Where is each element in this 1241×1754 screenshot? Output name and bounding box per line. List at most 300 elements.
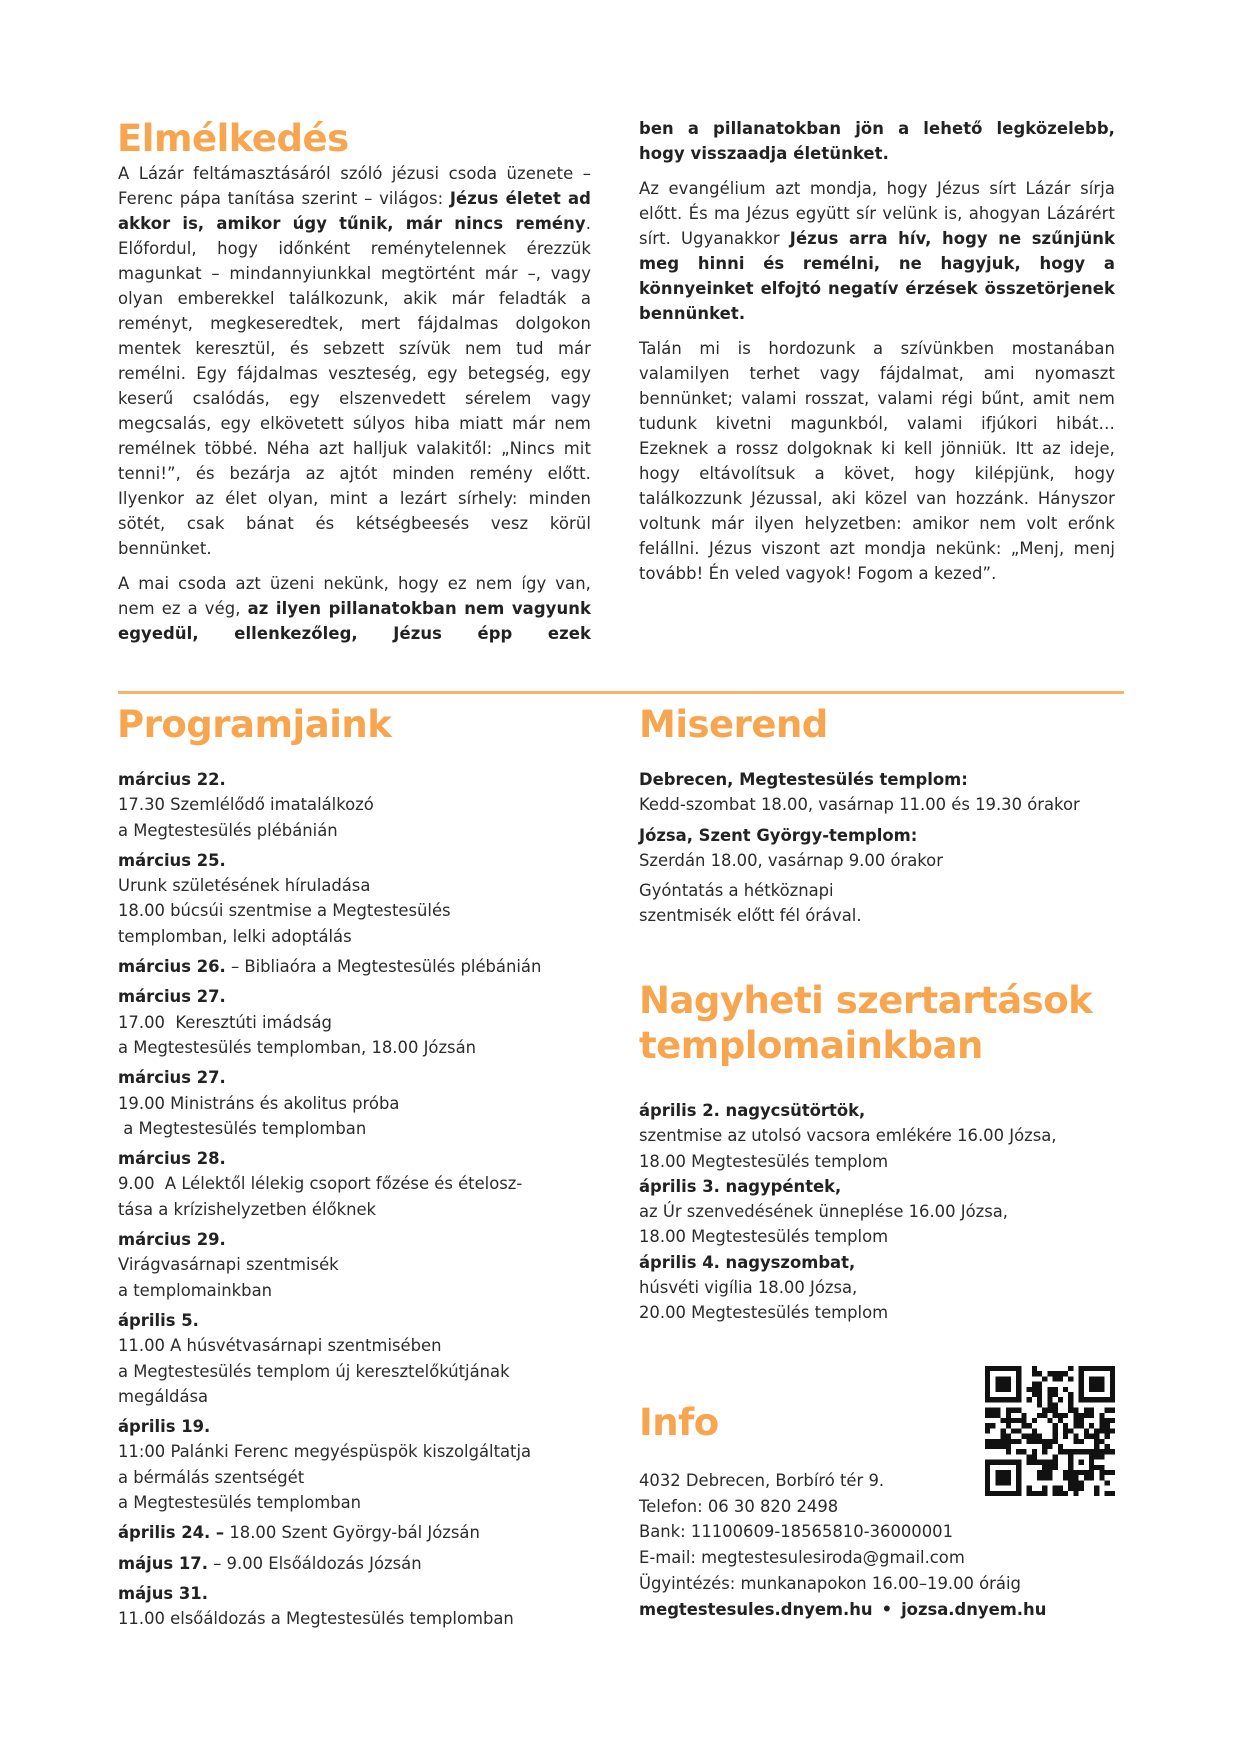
reflection-paragraph [118, 161, 591, 561]
qr-module [1094, 1376, 1099, 1381]
qr-module [1084, 1397, 1089, 1402]
qr-module [1032, 1434, 1037, 1439]
qr-module [985, 1382, 990, 1387]
qr-module [1016, 1480, 1021, 1485]
qr-module [1053, 1460, 1058, 1465]
info-title: Info [639, 1401, 719, 1444]
program-heading [118, 1551, 618, 1576]
qr-module [1094, 1397, 1099, 1402]
qr-module [1063, 1423, 1068, 1428]
qr-module [1037, 1475, 1042, 1480]
qr-module [1042, 1449, 1047, 1454]
qr-module [1068, 1470, 1073, 1475]
qr-module [1058, 1397, 1063, 1402]
qr-module [1079, 1387, 1084, 1392]
qr-module [1016, 1465, 1021, 1470]
qr-module [1058, 1449, 1063, 1454]
program-detail: megáldása [118, 1386, 209, 1406]
qr-module [1006, 1423, 1011, 1428]
qr-module [1053, 1486, 1058, 1491]
qr-module [1110, 1491, 1115, 1496]
qr-module [1047, 1465, 1052, 1470]
holy-week-title-line: Nagyheti szertartások [639, 979, 1093, 1022]
qr-module [1068, 1397, 1073, 1402]
qr-module [1042, 1486, 1047, 1491]
qr-module [1084, 1408, 1089, 1413]
qr-module [1073, 1486, 1078, 1491]
emphasis-text: Jézus életet ad akkor is, amikor úgy tűnik, már nincs remény [118, 189, 591, 233]
mass-title: Miserend [639, 703, 828, 746]
qr-module [995, 1382, 1000, 1387]
qr-module [1105, 1480, 1110, 1485]
qr-module [1099, 1475, 1104, 1480]
qr-module [1079, 1413, 1084, 1418]
qr-module [1053, 1387, 1058, 1392]
qr-module [985, 1491, 990, 1496]
program-date: május 31. [118, 1583, 208, 1603]
qr-module [1099, 1376, 1104, 1381]
holy-week-list [639, 1098, 1119, 1326]
qr-module [985, 1413, 990, 1418]
qr-module [1084, 1470, 1089, 1475]
program-heading [118, 954, 618, 979]
qr-module [1063, 1428, 1068, 1433]
qr-module [1110, 1418, 1115, 1423]
holy-week-entry [639, 1250, 1119, 1326]
qr-module [990, 1444, 995, 1449]
qr-module [1021, 1434, 1026, 1439]
qr-module [1105, 1491, 1110, 1496]
qr-module [1006, 1366, 1011, 1371]
qr-module [1058, 1376, 1063, 1381]
emphasis-text: ben a pillanatokban jön a lehető legközelebb, hogy visszaadja életünket. [639, 119, 1115, 163]
qr-module [1053, 1423, 1058, 1428]
program-detail: a Megtestesülés templomban, 18.00 Józsán [118, 1037, 477, 1057]
qr-module [1068, 1428, 1073, 1433]
qr-module [1105, 1449, 1110, 1454]
program-heading [118, 1227, 618, 1252]
website-link-jozsa[interactable]: jozsa.dnyem.hu [901, 1599, 1047, 1619]
holy-week-date: április 3. nagypéntek, [639, 1176, 842, 1196]
body-text: Az evangélium azt mondja, hogy Jézus sírt Lázár sírja előtt. És ma Jézus együtt sír velünk is, ahogyan Lázárért sírt. Ugyanakkor [639, 179, 1115, 248]
qr-module [995, 1470, 1000, 1475]
qr-module [990, 1366, 995, 1371]
qr-module [1006, 1408, 1011, 1413]
qr-module [1094, 1486, 1099, 1491]
qr-module [1001, 1475, 1006, 1480]
emphasis-text: az ilyen pillanatokban nem vagyunk egyedül, ellenkezőleg, Jézus épp ezek [118, 599, 591, 643]
qr-module [1016, 1366, 1021, 1371]
qr-module [1032, 1387, 1037, 1392]
qr-module [1089, 1454, 1094, 1459]
qr-module [985, 1444, 990, 1449]
qr-module [1047, 1387, 1052, 1392]
qr-module [1001, 1397, 1006, 1402]
qr-module [1001, 1428, 1006, 1433]
qr-module [1063, 1475, 1068, 1480]
qr-module [1099, 1454, 1104, 1459]
qr-module [1099, 1382, 1104, 1387]
qr-module [1001, 1480, 1006, 1485]
qr-module [1063, 1449, 1068, 1454]
qr-module [985, 1408, 990, 1413]
qr-module [1073, 1434, 1078, 1439]
qr-module [1016, 1475, 1021, 1480]
qr-module [995, 1387, 1000, 1392]
program-entry [118, 1065, 618, 1141]
qr-module [1110, 1397, 1115, 1402]
qr-module [1079, 1460, 1084, 1465]
qr-module [1006, 1460, 1011, 1465]
qr-module [1068, 1460, 1073, 1465]
qr-module [1089, 1470, 1094, 1475]
qr-module [1068, 1366, 1073, 1371]
program-inline-text: – 9.00 Elsőáldozás Józsán [207, 1553, 422, 1573]
qr-module [1089, 1387, 1094, 1392]
qr-module [1079, 1480, 1084, 1485]
program-detail: 17.00 Keresztúti imádság [118, 1012, 332, 1032]
qr-module [995, 1460, 1000, 1465]
qr-module [1037, 1397, 1042, 1402]
qr-module [1047, 1371, 1052, 1376]
qr-module [985, 1475, 990, 1480]
reflection-column-left [118, 161, 591, 646]
qr-module [1027, 1454, 1032, 1459]
holy-week-entry [639, 1098, 1119, 1174]
qr-module [1105, 1428, 1110, 1433]
qr-module [1016, 1397, 1021, 1402]
qr-module [995, 1397, 1000, 1402]
qr-module [1027, 1460, 1032, 1465]
program-heading [118, 767, 618, 792]
holy-week-date: április 4. nagyszombat, [639, 1252, 856, 1272]
qr-module [1053, 1376, 1058, 1381]
holy-week-title [639, 978, 1092, 1068]
qr-module [1006, 1397, 1011, 1402]
qr-module [1047, 1475, 1052, 1480]
program-entry [118, 1414, 618, 1515]
qr-module [1011, 1397, 1016, 1402]
qr-module [1037, 1460, 1042, 1465]
holy-week-detail: szentmise az utolsó vacsora emlékére 16.00 Józsa, [639, 1126, 1057, 1146]
qr-module [995, 1439, 1000, 1444]
qr-module [985, 1371, 990, 1376]
emphasis-text: Jézus arra hív, hogy ne szűnjünk meg hinni és remélni, ne hagyjuk, hogy a könnyeinket elfojtó negatív érzések összetörjenek bennünket. [639, 229, 1115, 323]
website-link-megtestesules[interactable]: megtestesules.dnyem.hu [639, 1599, 873, 1619]
qr-module [1063, 1470, 1068, 1475]
qr-module [995, 1413, 1000, 1418]
qr-module [1011, 1460, 1016, 1465]
qr-module [1094, 1387, 1099, 1392]
qr-module [1053, 1408, 1058, 1413]
program-heading [118, 1308, 618, 1333]
qr-module [1006, 1413, 1011, 1418]
program-detail: a Megtestesülés templom új keresztelőkútjának [118, 1361, 510, 1381]
qr-module [1105, 1418, 1110, 1423]
qr-module [1099, 1423, 1104, 1428]
qr-module [1084, 1475, 1089, 1480]
program-heading [118, 1146, 618, 1171]
qr-module [1073, 1439, 1078, 1444]
qr-module [1053, 1392, 1058, 1397]
program-date: március 29. [118, 1230, 226, 1250]
qr-module [1110, 1449, 1115, 1454]
qr-module [1094, 1428, 1099, 1433]
mass-note-line: Gyóntatás a hétköznapi [639, 881, 834, 901]
program-date: április 5. [118, 1310, 199, 1330]
qr-module [1068, 1402, 1073, 1407]
qr-module [985, 1460, 990, 1465]
info-email[interactable]: E-mail: megtestesulesiroda@gmail.com [639, 1548, 965, 1568]
qr-module [1089, 1465, 1094, 1470]
qr-module [1073, 1413, 1078, 1418]
qr-module [1068, 1454, 1073, 1459]
program-inline-text: – Bibliaóra a Megtestesülés plébánián [225, 957, 542, 977]
qr-module [1001, 1366, 1006, 1371]
reflection-paragraph [118, 571, 591, 646]
qr-module [985, 1480, 990, 1485]
qr-module [1058, 1486, 1063, 1491]
qr-module [1094, 1366, 1099, 1371]
qr-module [1094, 1454, 1099, 1459]
program-detail: a Megtestesülés templomban [118, 1118, 367, 1138]
qr-module [1099, 1366, 1104, 1371]
holy-week-detail: 18.00 Megtestesülés templom [639, 1151, 889, 1171]
programs-title: Programjaink [117, 703, 392, 746]
qr-module [1042, 1413, 1047, 1418]
qr-module [1006, 1387, 1011, 1392]
qr-module [1021, 1423, 1026, 1428]
program-entry [118, 1146, 618, 1222]
qr-module [1016, 1491, 1021, 1496]
qr-module [1037, 1382, 1042, 1387]
qr-module [1099, 1387, 1104, 1392]
qr-module [1006, 1444, 1011, 1449]
program-detail: 17.30 Szemlélődő imatalálkozó [118, 795, 374, 815]
mass-times: Kedd-szombat 18.00, vasárnap 11.00 és 19.30 órakor [639, 795, 1080, 815]
qr-module [1032, 1439, 1037, 1444]
qr-module [1042, 1408, 1047, 1413]
mass-place: Debrecen, Megtestesülés templom: [639, 770, 968, 789]
qr-module [1001, 1470, 1006, 1475]
qr-module [990, 1397, 995, 1402]
program-entry [118, 848, 618, 949]
program-detail: 19.00 Ministráns és akolitus próba [118, 1093, 400, 1113]
qr-module [1032, 1454, 1037, 1459]
qr-module [1105, 1397, 1110, 1402]
qr-module [1001, 1444, 1006, 1449]
body-text: A mai csoda azt üzeni nekünk, hogy ez nem így van, nem ez a vég, [118, 574, 591, 618]
qr-module [1063, 1434, 1068, 1439]
qr-module [995, 1366, 1000, 1371]
program-date: március 27. [118, 1068, 226, 1088]
qr-module [1105, 1366, 1110, 1371]
mass-note [639, 878, 1119, 929]
qr-module [985, 1465, 990, 1470]
qr-module [1027, 1491, 1032, 1496]
qr-module [1016, 1371, 1021, 1376]
qr-module [985, 1423, 990, 1428]
qr-module [1037, 1371, 1042, 1376]
mass-schedule [639, 767, 1119, 934]
qr-module [1006, 1491, 1011, 1496]
program-date: március 27. [118, 987, 226, 1007]
program-date: március 28. [118, 1149, 226, 1169]
qr-module [1105, 1470, 1110, 1475]
holy-week-detail: 18.00 Megtestesülés templom [639, 1227, 889, 1247]
qr-module [1063, 1491, 1068, 1496]
qr-module [1042, 1376, 1047, 1381]
qr-module [1089, 1475, 1094, 1480]
qr-module [1001, 1376, 1006, 1381]
qr-module [1084, 1428, 1089, 1433]
qr-module [1089, 1366, 1094, 1371]
reflection-paragraph [639, 176, 1115, 326]
qr-module [1016, 1439, 1021, 1444]
qr-module [1037, 1413, 1042, 1418]
qr-module [985, 1428, 990, 1433]
qr-module [1037, 1439, 1042, 1444]
qr-module [1079, 1376, 1084, 1381]
qr-module [985, 1397, 990, 1402]
qr-module [1053, 1371, 1058, 1376]
qr-module [1042, 1439, 1047, 1444]
qr-module [1110, 1392, 1115, 1397]
qr-module [1053, 1454, 1058, 1459]
qr-module [1042, 1460, 1047, 1465]
qr-module [1110, 1366, 1115, 1371]
info-phone[interactable]: Telefon: 06 30 820 2498 [639, 1496, 839, 1516]
qr-module [1032, 1491, 1037, 1496]
qr-module [1011, 1439, 1016, 1444]
qr-module [1094, 1491, 1099, 1496]
qr-module [1084, 1449, 1089, 1454]
qr-module [1016, 1470, 1021, 1475]
qr-module [1073, 1423, 1078, 1428]
qr-module [1016, 1486, 1021, 1491]
qr-module [995, 1444, 1000, 1449]
program-detail: 11:00 Palánki Ferenc megyéspüspök kiszolgáltatja [118, 1442, 532, 1462]
qr-module [1032, 1392, 1037, 1397]
holy-week-entry [639, 1174, 1119, 1250]
qr-code-icon[interactable] [985, 1366, 1115, 1496]
program-heading [118, 1065, 618, 1090]
holy-week-title-line: templomainkban [639, 1024, 983, 1067]
qr-module [1094, 1444, 1099, 1449]
qr-module [1016, 1428, 1021, 1433]
qr-module [1110, 1408, 1115, 1413]
program-entry [118, 984, 618, 1060]
programs-list [118, 767, 618, 1637]
info-bank: Bank: 11100609-18565810-36000001 [639, 1522, 954, 1542]
qr-module [1073, 1418, 1078, 1423]
qr-module [1099, 1439, 1104, 1444]
qr-module [1079, 1439, 1084, 1444]
qr-module [1032, 1382, 1037, 1387]
qr-module [1037, 1491, 1042, 1496]
qr-module [1006, 1376, 1011, 1381]
qr-module [1001, 1434, 1006, 1439]
qr-module [1079, 1423, 1084, 1428]
qr-module [1047, 1418, 1052, 1423]
qr-module [1094, 1382, 1099, 1387]
qr-module [985, 1486, 990, 1491]
qr-module [1006, 1418, 1011, 1423]
program-entry [118, 1520, 618, 1545]
qr-module [1032, 1366, 1037, 1371]
qr-module [1016, 1418, 1021, 1423]
qr-module [1063, 1387, 1068, 1392]
program-entry [118, 1227, 618, 1303]
qr-module [1099, 1397, 1104, 1402]
qr-module [1047, 1397, 1052, 1402]
qr-module [1006, 1434, 1011, 1439]
program-date: április 19. [118, 1417, 211, 1437]
qr-module [1032, 1428, 1037, 1433]
reflection-column-right [639, 116, 1115, 586]
holy-week-date: április 2. nagycsütörtök, [639, 1101, 866, 1120]
qr-module [1099, 1465, 1104, 1470]
qr-module [1047, 1444, 1052, 1449]
qr-module [1068, 1475, 1073, 1480]
program-detail: a Megtestesülés templomban [118, 1493, 362, 1513]
qr-module [1006, 1449, 1011, 1454]
mass-note-line: szentmisék előtt fél órával. [639, 906, 862, 926]
qr-module [990, 1423, 995, 1428]
qr-module [1021, 1449, 1026, 1454]
section-divider [118, 691, 1124, 694]
qr-module [1037, 1470, 1042, 1475]
qr-module [1073, 1449, 1078, 1454]
program-date: április 24. – [118, 1523, 225, 1543]
qr-module [995, 1408, 1000, 1413]
qr-module [1068, 1408, 1073, 1413]
qr-module [1037, 1402, 1042, 1407]
qr-module [1079, 1486, 1084, 1491]
qr-module [1058, 1418, 1063, 1423]
qr-module [1011, 1491, 1016, 1496]
program-detail: Urunk születésének híruladása [118, 876, 371, 896]
qr-module [1011, 1408, 1016, 1413]
qr-module [985, 1470, 990, 1475]
qr-module [1027, 1486, 1032, 1491]
qr-module [1099, 1418, 1104, 1423]
qr-module [1079, 1397, 1084, 1402]
qr-module [1037, 1434, 1042, 1439]
qr-module [1105, 1444, 1110, 1449]
qr-module [1089, 1382, 1094, 1387]
program-heading [118, 1520, 618, 1545]
qr-module [1073, 1470, 1078, 1475]
qr-module [1089, 1413, 1094, 1418]
qr-module [1001, 1439, 1006, 1444]
program-detail: a bérmálás szentségét [118, 1467, 305, 1487]
program-entry [118, 1308, 618, 1409]
qr-module [1068, 1449, 1073, 1454]
holy-week-detail: az Úr szenvedésének ünneplése 16.00 Józsa, [639, 1202, 1009, 1222]
qr-module [1058, 1413, 1063, 1418]
qr-module [1001, 1460, 1006, 1465]
program-heading [118, 848, 618, 873]
body-text: . Előfordul, hogy időnként reménytelennek érezzük magunkat – mindannyiunkkal megtörtént már –, vagy olyan emberekkel találkozunk, akik már feladták a reményt, megkeseredtek, mert fájdalmas dolgokon mentek keresztül, és sebzett szívük nem tud már remélni. Egy fájdalmas veszteség, egy betegség, egy keserű csalódás, egy elszenvedett sérelem vagy megcsalás, egy elkövetett súlyos hiba miatt már nem remélnek többé. Néha azt halljuk valakitől: „Nincs mit tenni!”, és bezárja az ajtót minden remény előtt. Ilyenkor az élet olyan, mint a lezárt sírhely: minden sötét, csak bánat és kétségbeesés vesz körül bennünket. [118, 214, 591, 558]
mass-times: Szerdán 18.00, vasárnap 9.00 órakor [639, 850, 943, 870]
qr-module [1053, 1465, 1058, 1470]
qr-module [1079, 1371, 1084, 1376]
qr-module [1042, 1470, 1047, 1475]
program-detail: a Megtestesülés plébánián [118, 820, 338, 840]
body-text: Talán mi is hordozunk a szívünkben mostanában valamilyen terhet vagy fájdalmat, ami nyomaszt bennünket; valami rosszat, valami régi bűnt, amit nem tudunk kivetni magunkból, valami ifjúkori hibát… Ezeknek a rossz dolgoknak ki kell jönniük. Itt az ideje, hogy eltávolítsuk a követ, hogy kilépjünk, hogy találkozzunk Jézussal, aki közel van hozzánk. Hányszor voltunk már ilyen helyzetben: amikor nem volt erőnk felállni. Jézus viszont azt mondja nekünk: „Menj, menj tovább! Én veled vagyok! Fogom a kezed”. [639, 339, 1115, 583]
program-detail: tása a krízishelyzetben élőknek [118, 1199, 377, 1219]
